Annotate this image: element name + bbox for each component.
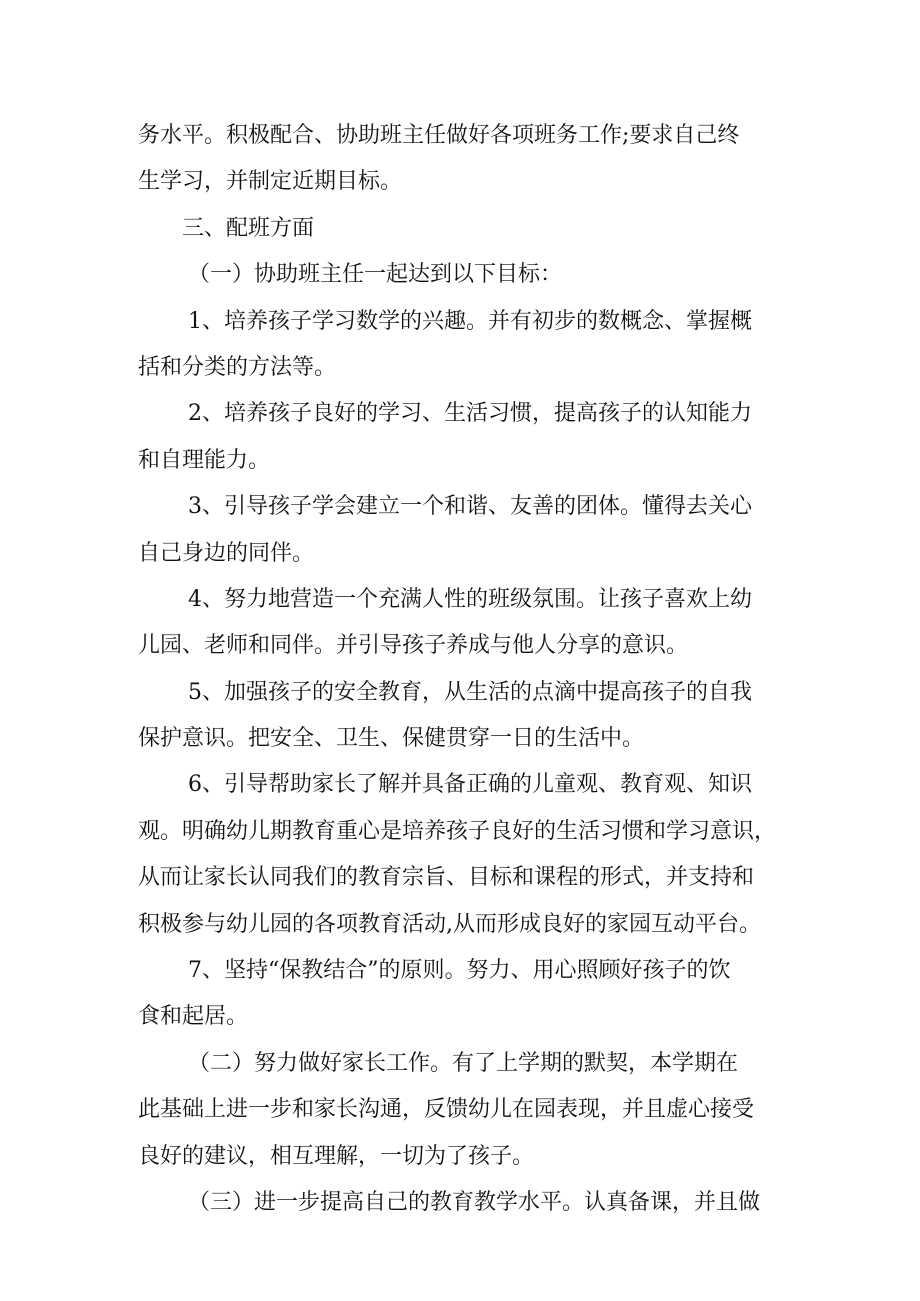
list-item-line: 3、引导孩子学会建立一个和谐、友善的团体。懂得去关心 [188, 494, 752, 520]
text-line: 和自理能力。 [138, 447, 271, 473]
subsection-heading: （一）协助班主任一起达到以下目标： [188, 262, 563, 288]
text-line: 积极参与幼儿园的各项教育活动,从而形成良好的家园互动平台。 [138, 911, 761, 937]
list-item-line: 6、引导帮助家长了解并具备正确的儿童观、教育观、知识 [188, 772, 752, 798]
text-line: 务水平。积极配合、协助班主任做好各项班务工作;要求自己终 [138, 123, 740, 148]
list-item-line: 4、努力地营造一个充满人性的班级氛围。让孩子喜欢上幼 [188, 586, 752, 612]
list-item-line: 2、培养孩子良好的学习、生活习惯，提高孩子的认知能力 [188, 401, 752, 427]
subsection-heading: （二）努力做好家长工作。有了上学期的默契，本学期在 [188, 1050, 739, 1076]
text-line: 儿园、老师和同伴。并引导孩子养成与他人分享的意识。 [138, 633, 689, 659]
list-item-line: 7、坚持“保教结合”的原则。努力、用心照顾好孩子的饮 [188, 958, 731, 984]
list-item-line: 1、培养孩子学习数学的兴趣。并有初步的数概念、掌握概 [188, 308, 752, 334]
text-line: 良好的建议，相互理解，一切为了孩子。 [138, 1143, 535, 1169]
text-line: 生学习，并制定近期目标。 [138, 169, 403, 195]
text-line: 保护意识。把安全、卫生、保健贯穿一日的生活中。 [138, 726, 645, 752]
text-line: 观。明确幼儿期教育重心是培养孩子良好的生活习惯和学习意识， [138, 818, 777, 844]
text-line: 食和起居。 [138, 1004, 249, 1030]
text-line: 自己身边的同伴。 [138, 540, 315, 566]
subsection-heading: （三）进一步提高自己的教育教学水平。认真备课，并且做 [188, 1189, 761, 1215]
text-line: 括和分类的方法等。 [138, 354, 337, 380]
text-line: 从而让家长认同我们的教育宗旨、目标和课程的形式，并支持和 [138, 865, 755, 891]
list-item-line: 5、加强孩子的安全教育，从生活的点滴中提高孩子的自我 [188, 679, 752, 705]
section-heading: 三、配班方面 [182, 215, 315, 241]
document-body [138, 113, 788, 1226]
text-line: 此基础上进一步和家长沟通，反馈幼儿在园表现，并且虚心接受 [138, 1097, 755, 1123]
